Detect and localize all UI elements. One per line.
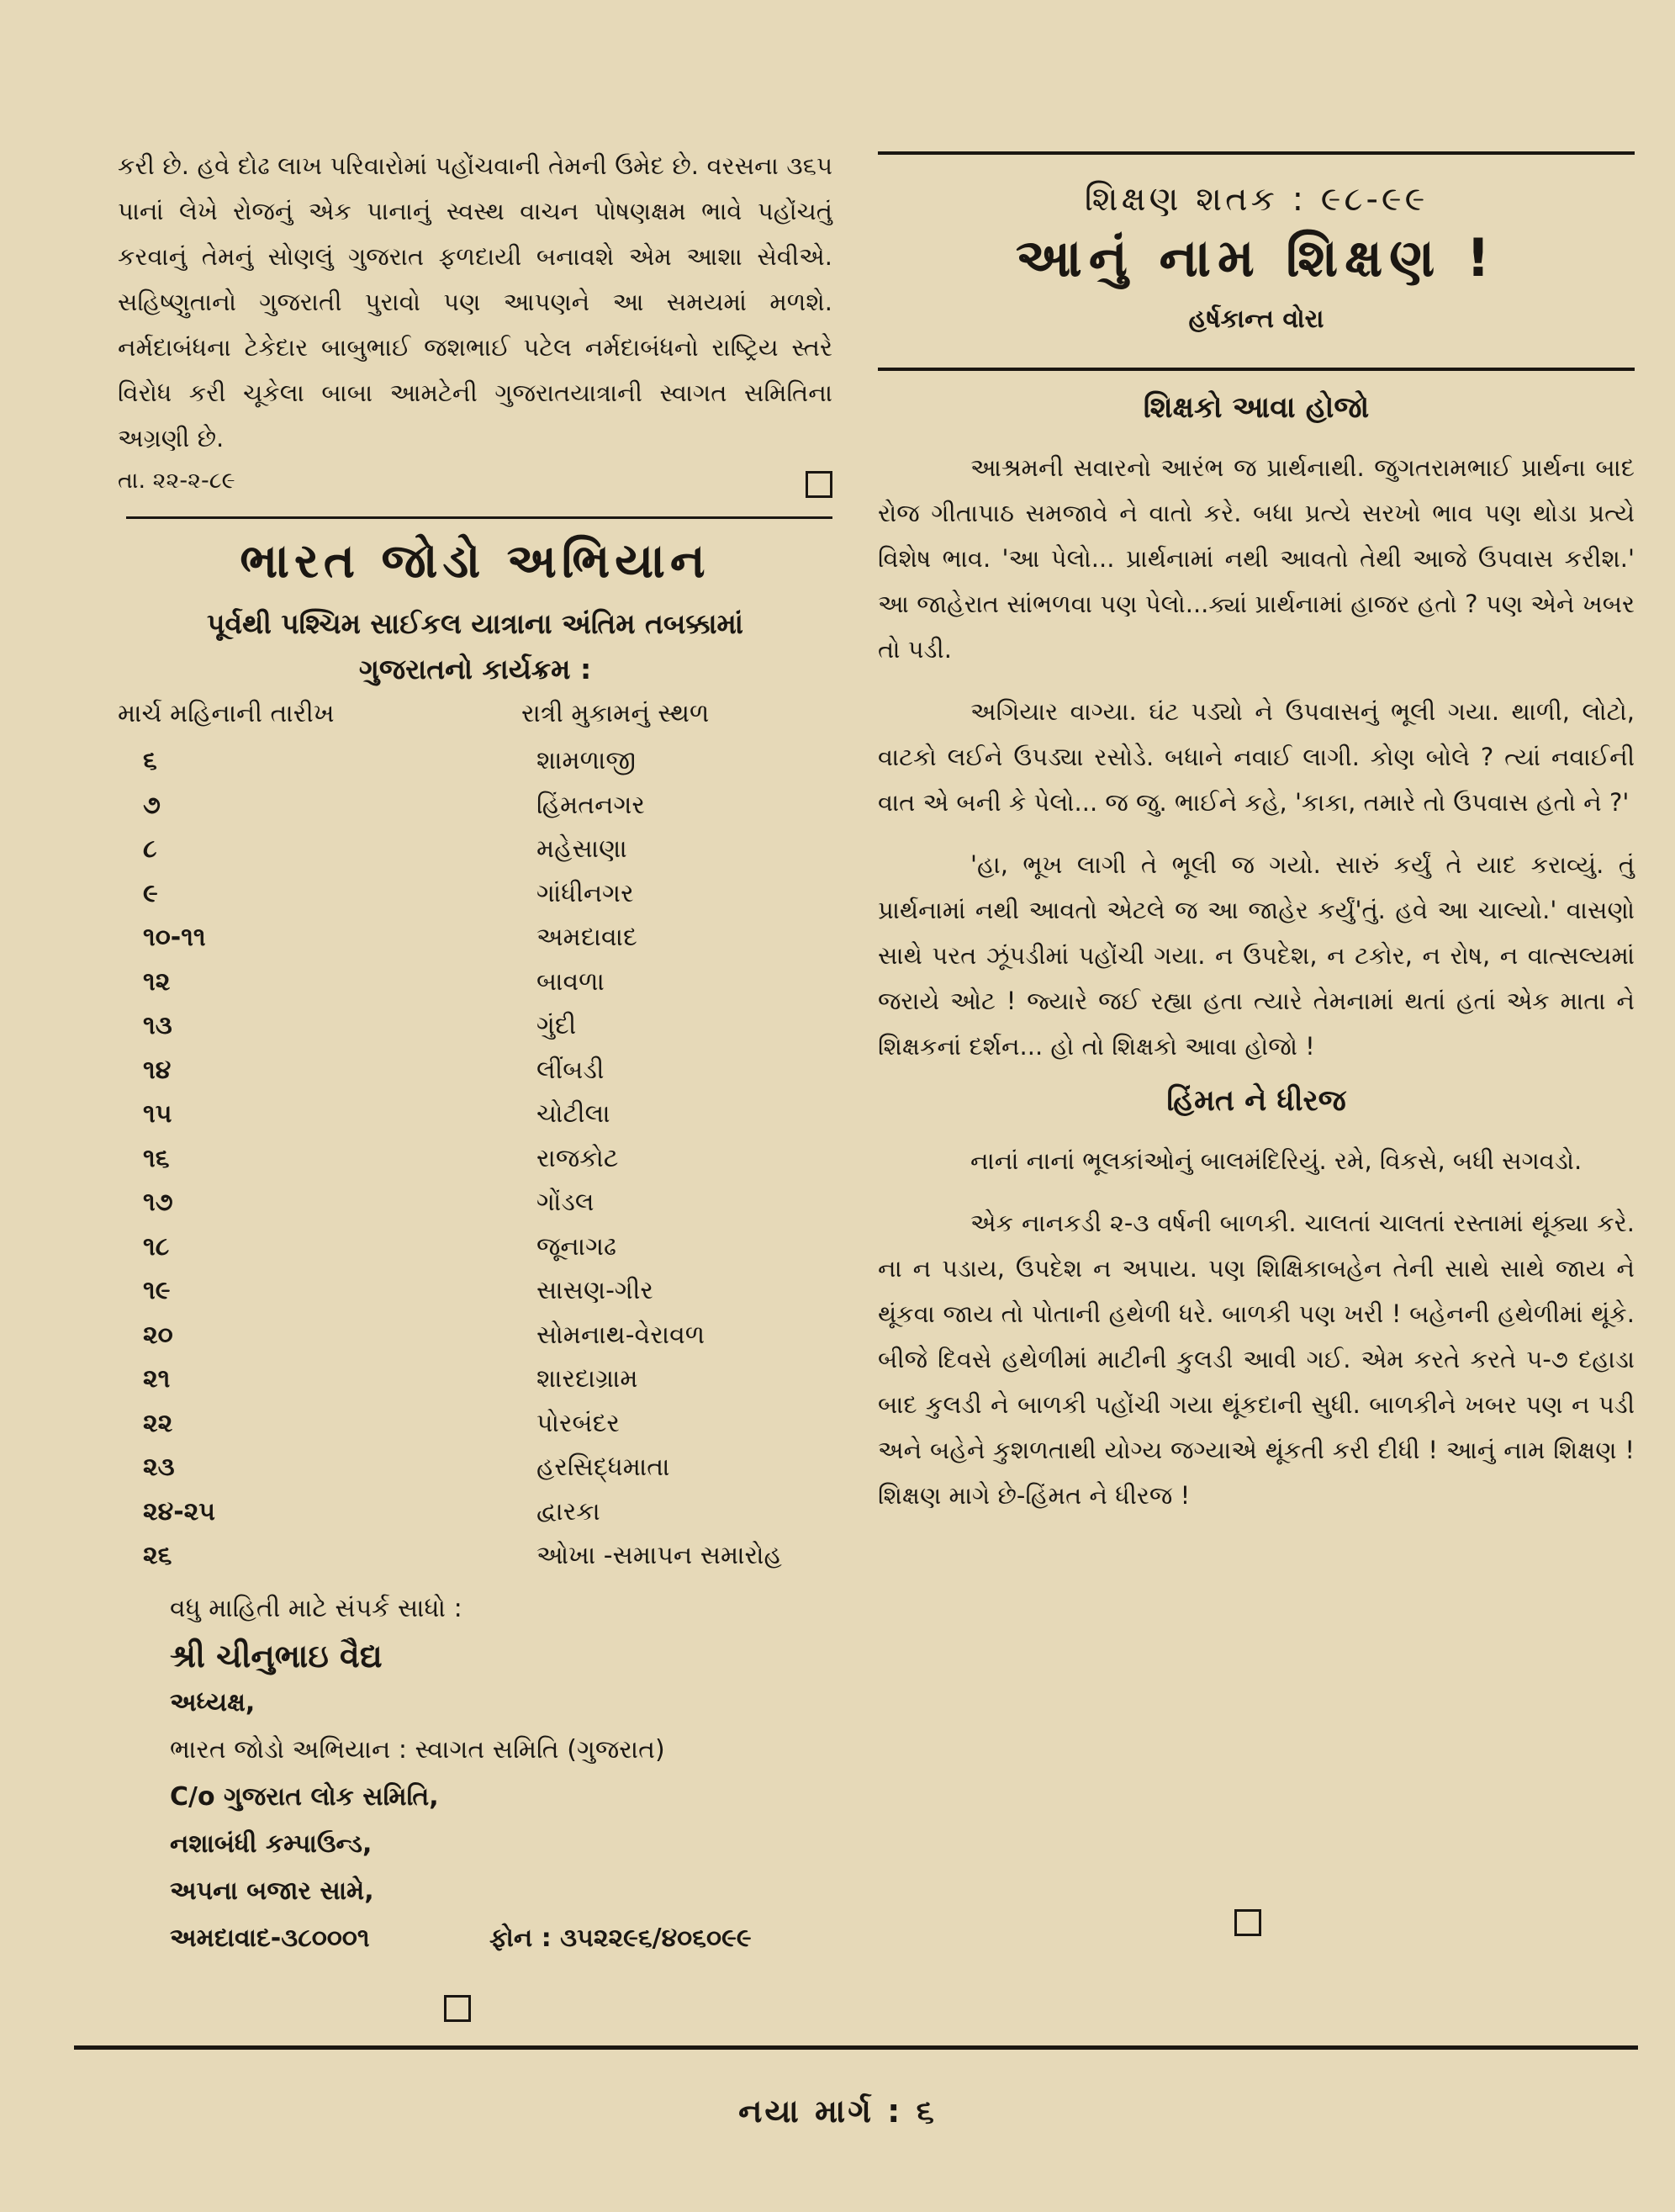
row-place: અમદાવાદ — [536, 923, 637, 952]
row-date: ૧૮ — [143, 1231, 170, 1262]
footer-divider — [74, 2045, 1638, 2050]
row-place: દ્વારકા — [536, 1496, 600, 1527]
contact-address-line: નશાબંધી કમ્પાઉન્ડ, — [170, 1828, 373, 1859]
table-row — [118, 1140, 832, 1185]
row-place: શારદાગ્રામ — [536, 1364, 638, 1394]
row-date: ૨૬ — [143, 1541, 172, 1570]
row-place: મહેસાણા — [536, 834, 627, 864]
row-date: ૭ — [143, 790, 161, 820]
contact-block — [170, 1585, 832, 1962]
table-row — [118, 787, 832, 832]
row-place: ચોટીલા — [536, 1099, 610, 1129]
table-row — [118, 1008, 832, 1052]
end-mark-icon — [1234, 1909, 1261, 1936]
table-header — [118, 699, 832, 743]
intro-paragraph: કરી છે. હવે દોઢ લાખ પરિવારોમાં પહોંચવાની તેમની ઉમેદ છે. વરસના ૩૬૫ પાનાં લેખે રોજનું એક પાનાનું સ્વસ્થ વાચન પોષણક્ષમ ભાવે પહોંચતું કરવાનું તેમનું સોણલું ગુજરાત ફળદાયી બનાવશે એમ આશા સેવીએ. સહિષ્ણુતાનો ગુજરાતી પુરાવો પણ આપણને આ સમયમાં મળશે. નર્મદાબંધના ટેકેદાર બાબુભાઈ જશભાઈ પટેલ નર્મદાબંધનો રાષ્ટ્રિય સ્તરે વિરોધ કરી ચૂકેલા બાબા આમટેની ગુજરાતયાત્રાની સ્વાગત સમિતિના અગ્રણી છે. — [118, 151, 832, 452]
row-place: બાવળા — [536, 966, 605, 997]
row-date: ૮ — [143, 834, 157, 864]
table-row — [118, 1361, 832, 1405]
row-place: જૂનાગઢ — [536, 1231, 616, 1262]
table-row — [118, 1405, 832, 1450]
row-date: ૧૭ — [143, 1188, 173, 1217]
table-row — [118, 876, 832, 920]
table-row — [118, 1449, 832, 1494]
schedule-table — [118, 699, 832, 1582]
contact-city-line — [170, 1915, 832, 1962]
row-place: ગાંધીનગર — [536, 878, 634, 908]
body-paragraph: અગિયાર વાગ્યા. ઘંટ પડ્યો ને ઉપવાસનું ભૂલી ગયા. થાળી, લોટો, વાટકો લઈને ઉપડ્યા રસોડે. બધાને નવાઈ લાગી. કોણ બોલે ? ત્યાં નવાઈની વાત એ બની કે પેલો... જ જુ. ભાઈને કહે, 'કાકા, તમારે તો ઉપવાસ હતો ને ?' — [878, 697, 1635, 817]
section-subtitle: પૂર્વથી પશ્ચિમ સાઈકલ યાત્રાના અંતિમ તબક્કામાં — [207, 607, 743, 640]
contact-role: અધ્યક્ષ, — [170, 1687, 256, 1717]
row-date: ૧૨ — [143, 966, 171, 997]
row-place: ગુંદી — [536, 1011, 577, 1040]
row-date: ૧૫ — [143, 1099, 172, 1129]
section-heading: હિંમત ને ધીરજ — [1166, 1084, 1346, 1118]
row-date: ૨૩ — [143, 1453, 175, 1482]
row-date: ૨૪-૨૫ — [143, 1496, 215, 1527]
contact-city: અમદાવાદ-૩૮૦૦૦૧ — [170, 1923, 370, 1953]
row-date: ૧૪ — [143, 1055, 172, 1085]
body-paragraph: 'હા, ભૂખ લાગી તે ભૂલી જ ગયો. સારું કર્યું તે યાદ કરાવ્યું. તું પ્રાર્થનામાં નથી આવતો એટલે જ આ જાહેર કર્યું'તું. હવે આ ચાલ્યો.' વાસણો સાથે પરત ઝૂંપડીમાં પહોંચી ગયા. ન ઉપદેશ, ન ટકોર, ન રોષ, ન વાત્સલ્યમાં જરાયે ઓટ ! જ્યારે જઈ રહ્યા હતા ત્યારે તેમનામાં થતાં હતાં એક માતા ને શિક્ષકનાં દર્શન... હો તો શિક્ષકો આવા હોજો ! — [878, 850, 1635, 1061]
section-heading: શિક્ષકો આવા હોજો — [1143, 391, 1370, 425]
table-row — [118, 1273, 832, 1317]
row-date: ૬ — [143, 746, 157, 775]
contact-address-line: અપના બજાર સામે, — [170, 1876, 374, 1906]
table-row — [118, 1317, 832, 1362]
row-place: રાજકોટ — [536, 1143, 619, 1173]
body-paragraph: નાનાં નાનાં ભૂલકાંઓનું બાલમંદિરિયું. રમે, વિકસે, બધી સગવડો. — [970, 1146, 1583, 1175]
contact-intro: વધુ માહિતી માટે સંપર્ક સાધો : — [170, 1593, 462, 1623]
article-date: તા. ૨૨-૨-૮૯ — [118, 468, 235, 494]
table-row — [118, 1229, 832, 1273]
row-place: હિંમતનગર — [536, 790, 645, 820]
row-date: ૨૧ — [143, 1364, 171, 1394]
divider — [878, 368, 1635, 371]
row-place: ગોંડલ — [536, 1188, 594, 1217]
end-mark-icon — [806, 471, 832, 498]
row-date: ૧૦-૧૧ — [143, 923, 206, 952]
contact-phone: ફોન : ૩૫૨૨૯૬/૪૦૬૦૯૯ — [489, 1923, 752, 1953]
row-date: ૧૯ — [143, 1276, 171, 1305]
row-place: લીંબડી — [536, 1055, 605, 1085]
row-place: પોરબંદર — [536, 1408, 620, 1438]
table-row — [118, 1052, 832, 1097]
divider — [126, 516, 832, 519]
contact-name: શ્રી ચીનુભાઇ વૈદ્ય — [170, 1637, 383, 1675]
series-label: શિક્ષણ શતક : ૯૮-૯૯ — [1084, 180, 1429, 219]
row-date: ૧૬ — [143, 1143, 170, 1173]
row-place: સાસણ-ગીર — [536, 1276, 653, 1305]
row-date: ૧૩ — [143, 1011, 172, 1040]
divider — [878, 151, 1635, 155]
date-line — [118, 468, 832, 508]
column-header-date: માર્ચ મહિનાની તારીખ — [118, 699, 335, 728]
table-row — [118, 831, 832, 876]
article-title: આનું નામ શિક્ષણ ! — [1015, 227, 1498, 288]
table-row — [118, 964, 832, 1008]
row-place: સોમનાથ-વેરાવળ — [536, 1320, 705, 1350]
table-row — [118, 1537, 832, 1582]
row-date: ૨૦ — [143, 1320, 173, 1350]
column-header-place: રાત્રી મુકામનું સ્થળ — [521, 699, 710, 728]
end-mark-icon — [444, 1995, 471, 2022]
row-place: હરસિદ્ધમાતા — [536, 1453, 670, 1482]
table-row — [118, 1494, 832, 1538]
section-subtitle: ગુજરાતનો કાર્યક્રમ : — [358, 653, 592, 685]
right-column — [878, 151, 1635, 1518]
bharat-jodo-section — [118, 534, 832, 1962]
table-row — [118, 743, 832, 787]
row-place: શામળાજી — [536, 746, 636, 775]
section-title: ભારત જોડો અભિયાન — [240, 534, 711, 589]
author-name: હર્ષકાન્ત વોરા — [1188, 304, 1324, 334]
row-date: ૨૨ — [143, 1408, 173, 1438]
row-place: ઓખા -સમાપન સમારોહ — [536, 1541, 782, 1570]
left-column — [118, 143, 832, 1962]
contact-care-of: C/o ગુજરાત લોક સમિતિ, — [170, 1781, 439, 1812]
contact-org: ભારત જોડો અભિયાન : સ્વાગત સમિતિ (ગુજરાત) — [170, 1734, 665, 1765]
body-paragraph: એક નાનકડી ૨-૩ વર્ષની બાળકી. ચાલતાં ચાલતાં રસ્તામાં થૂંક્યા કરે. ના ન પડાય, ઉપદેશ ન અપાય. પણ શિક્ષિકાબહેન તેની સાથે સાથે જાય ને થૂંકવા જાય તો પોતાની હથેળી ધરે. બાળકી પણ ખરી ! બહેનની હથેળીમાં થૂંકે. બીજે દિવસે હથેળીમાં માટીની કુલડી આવી ગઈ. એમ કરતે કરતે ૫-૭ દહાડા બાદ કુલડી ને બાળકી પહોંચી ગયા થૂંકદાની સુધી. બાળકીને ખબર પણ ન પડી અને બહેને કુશળતાથી યોગ્ય જગ્યાએ થૂંકતી કરી દીધી ! આનું નામ શિક્ષણ ! શિક્ષણ માગે છે-હિંમત ને ધીરજ ! — [878, 1209, 1635, 1510]
table-row — [118, 919, 832, 964]
body-paragraph: આશ્રમની સવારનો આરંભ જ પ્રાર્થનાથી. જુગતરામભાઈ પ્રાર્થના બાદ રોજ ગીતાપાઠ સમજાવે ને વાતો કરે. બધા પ્રત્યે સરખો ભાવ પણ થોડા પ્રત્યે વિશેષ ભાવ. 'આ પેલો... પ્રાર્થનામાં નથી આવતો તેથી આજે ઉપવાસ કરીશ.' આ જાહેરાત સાંભળવા પણ પેલો...ક્યાં પ્રાર્થનામાં હાજર હતો ? પણ એને ખબર તો પડી. — [878, 453, 1635, 664]
table-row — [118, 1184, 832, 1229]
page-footer: નયા માર્ગ : ૬ — [738, 2093, 937, 2130]
row-date: ૯ — [143, 878, 158, 908]
table-row — [118, 1096, 832, 1140]
